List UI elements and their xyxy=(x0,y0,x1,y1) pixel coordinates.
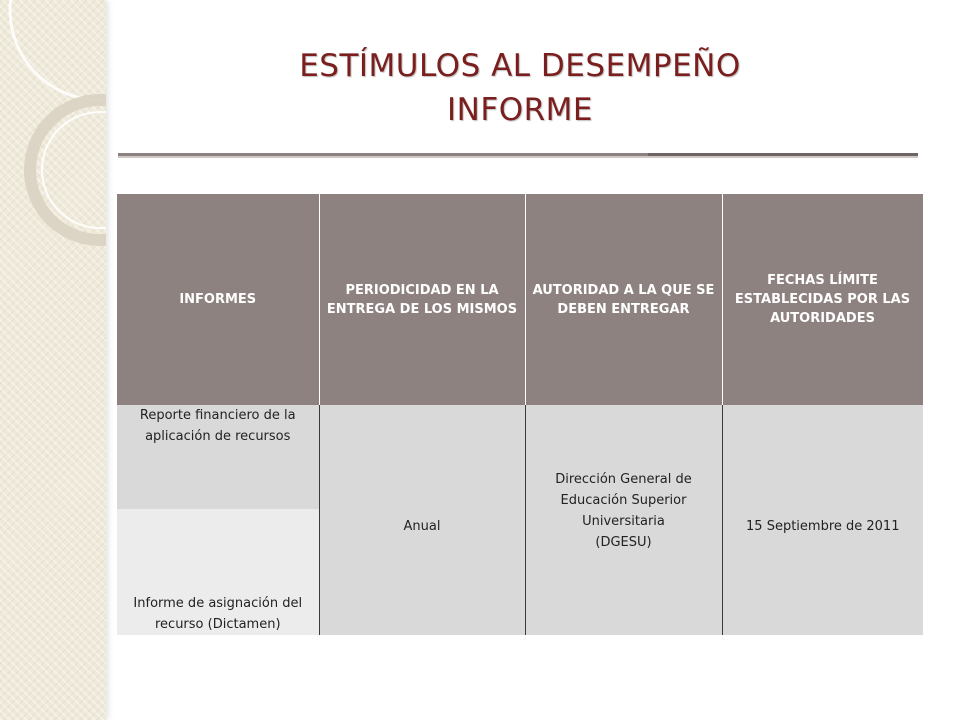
table-header-row xyxy=(117,194,923,405)
cell-autoridad xyxy=(525,405,722,635)
decorative-circles-icon xyxy=(0,0,106,720)
autoridad-acronym: (DGESU) xyxy=(595,535,652,550)
cell-periodicidad xyxy=(319,405,525,635)
header-autoridad: AUTORIDAD A LA QUE SE DEBEN ENTREGAR xyxy=(525,194,722,405)
cell-fecha-limite xyxy=(722,405,923,635)
title-divider xyxy=(118,153,918,159)
header-periodicidad: PERIODICIDAD EN LA ENTREGA DE LOS MISMOS xyxy=(319,194,525,405)
decorative-side-strip xyxy=(0,0,106,720)
header-informes: INFORMES xyxy=(117,194,319,405)
autoridad-name: Dirección General de Educación Superior Universitaria xyxy=(555,472,692,529)
slide-title xyxy=(120,44,920,132)
header-fechas-limite: FECHAS LÍMITE ESTABLECIDAS POR LAS AUTORIDADES xyxy=(722,194,923,405)
cell-informe-asignacion: Informe de asignación del recurso (Dictamen) xyxy=(117,509,319,635)
slide-title-line2: INFORME xyxy=(447,92,593,128)
reports-table xyxy=(117,194,924,635)
slide-title-line1: ESTÍMULOS AL DESEMPEÑO xyxy=(299,48,741,84)
periodicidad-value: Anual xyxy=(403,518,441,534)
table-row xyxy=(117,405,923,509)
fecha-limite-value: 15 Septiembre de 2011 xyxy=(746,518,900,534)
cell-informe-reporte-financiero: Reporte financiero de la aplicación de recursos xyxy=(117,405,319,509)
